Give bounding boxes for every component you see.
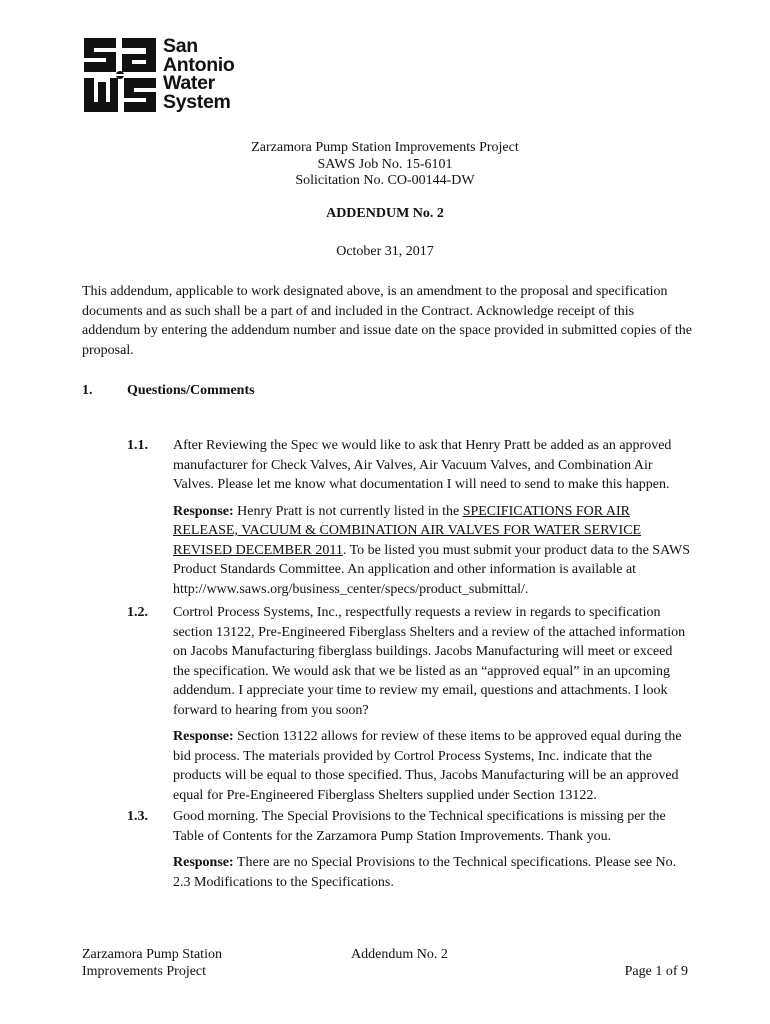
logo-line-water: Water <box>163 72 215 94</box>
footer-page-number: Page 1 of 9 <box>624 964 688 979</box>
project-name: Zarzamora Pump Station Improvements Project <box>251 140 519 155</box>
footer-project <box>82 946 222 980</box>
addendum-date: October 31, 2017 <box>336 244 434 259</box>
question-text: Good morning. The Special Provisions to the Technical specifications is missing per the Table of Contents for the Zarzamora Pump Station Improvements. Thank you. <box>173 809 666 844</box>
intro-paragraph: This addendum, applicable to work designated above, is an amendment to the proposal and specification documents and as such shall be a part of and included in the Contract. Acknowledge receipt of this addendum by entering the addendum number and issue date on the space provided in submitted copies of the proposal. <box>82 284 693 358</box>
footer-project-line1: Zarzamora Pump Station <box>82 947 222 962</box>
question-item <box>127 436 692 606</box>
response-label: Response: <box>173 503 234 519</box>
response-post: . To be listed you must submit your product data to the SAWS Product Standards Committee. An application and other information is available at http://www.saws.org/business_center/specs/product_submittal/. <box>173 542 691 597</box>
footer-project-line2: Improvements Project <box>82 964 207 979</box>
logo-line-san: San <box>163 35 198 57</box>
question-text: After Reviewing the Spec we would like to ask that Henry Pratt be added as an approved manufacturer for Check Valves, Air Valves, Air Vacuum Valves, and Combination Air Valves. Please let me know what documentation I will need to send to make this happen. <box>173 438 672 492</box>
section-number: 1. <box>82 383 93 398</box>
response-body: Section 13122 allows for review of these items to be approved equal during the bid process. The materials provided by Cortrol Process Systems, Inc. indicate that the products will be equal to those specified. Thus, Jacobs Manufacturing will be an approved equal for Pre-Engineered Fiberglass Shelters supplied under Section 13122. <box>173 729 682 803</box>
response-body: There are no Special Provisions to the Technical specifications. Please see No. 2.3 Modifications to the Specifications. <box>173 855 677 890</box>
item-number: 1.3. <box>127 809 148 824</box>
item-number: 1.2. <box>127 605 148 620</box>
question-item <box>127 603 692 812</box>
saws-logo-mark-icon <box>80 34 160 116</box>
document-header <box>0 140 770 190</box>
solicitation-number: Solicitation No. CO-00144-DW <box>295 173 475 188</box>
spec-title-underlined: SPECIFICATIONS FOR AIR RELEASE, VACUUM & COMBINATION AIR VALVES FOR WATER SERVICE REVISED DECEMBER 2011 <box>173 503 642 558</box>
response-text <box>173 853 692 892</box>
saws-logo <box>80 34 235 116</box>
response-label: Response: <box>173 729 234 744</box>
logo-wordmark <box>163 37 235 111</box>
job-number: SAWS Job No. 15-6101 <box>317 156 453 172</box>
addendum-title: ADDENDUM No. 2 <box>326 206 444 221</box>
logo-line-system: System <box>163 90 231 113</box>
response-text <box>173 727 692 805</box>
section-title: Questions/Comments <box>127 383 255 398</box>
question-text: Cortrol Process Systems, Inc., respectfully requests a review in regards to specification section 13122, Pre-Engineered Fiberglass Shelters and a review of the attached information on Jacobs Manufacturing fiberglass buildings. Jacobs Manufacturing will meet or exceed the specification. We would ask that we be listed as an “approved equal” in an upcoming addendum. I appreciate your time to review my email, questions and attachments. I look forward to hearing from you soon? <box>173 605 686 718</box>
response-pre: Henry Pratt is not currently listed in the <box>233 503 463 519</box>
section-heading <box>82 383 255 399</box>
footer-addendum: Addendum No. 2 <box>351 947 448 962</box>
question-item <box>127 807 692 899</box>
response-label: Response: <box>173 855 234 870</box>
logo-line-antonio: Antonio <box>163 53 235 76</box>
item-number: 1.1. <box>127 438 148 453</box>
response-text <box>173 502 692 600</box>
